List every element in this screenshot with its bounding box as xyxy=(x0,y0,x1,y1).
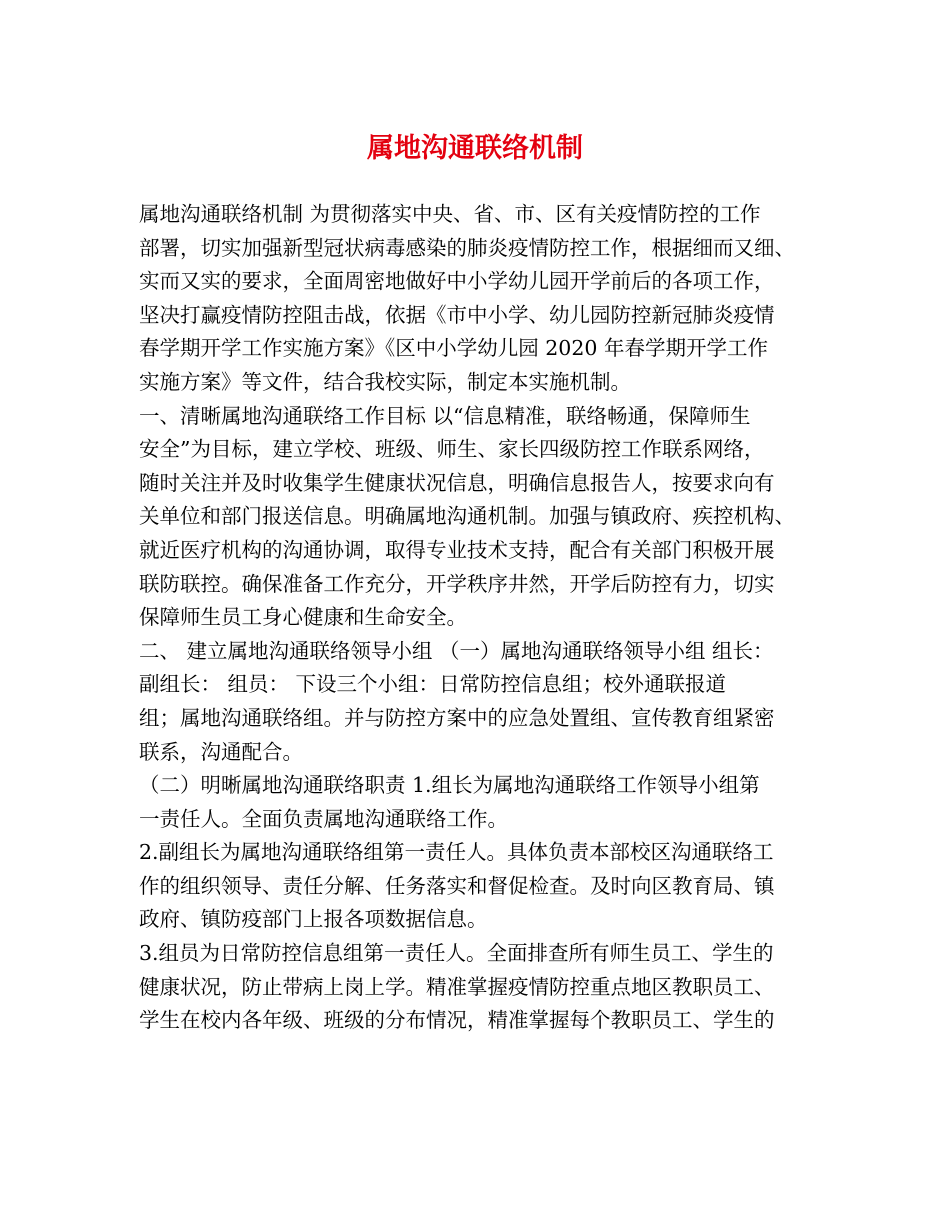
text-line: 实施方案》等文件，结合我校实际，制定本实施机制。 xyxy=(139,369,631,394)
text-line: 作的组织领导、责任分解、任务落实和督促检查。及时向区教育局、镇 xyxy=(139,873,775,898)
text-line: 一、清晰属地沟通联络工作目标 以“信息精准，联络畅通，保障师生 xyxy=(139,403,751,428)
text-line: 2.副组长为属地沟通联络组第一责任人。具体负责本部校区沟通联络工 xyxy=(139,840,774,865)
text-line: 关单位和部门报送信息。明确属地沟通机制。加强与镇政府、疾控机构、 xyxy=(139,504,795,529)
text-line: 一责任人。全面负责属地沟通联络工作。 xyxy=(139,806,508,831)
text-line: 组；属地沟通联络组。并与防控方案中的应急处置组、宣传教育组紧密 xyxy=(139,705,775,730)
text-line: 实而又实的要求，全面周密地做好中小学幼儿园开学前后的各项工作， xyxy=(139,269,775,294)
text-line: 联防联控。确保准备工作充分，开学秩序井然，开学后防控有力，切实 xyxy=(139,571,775,596)
text-line: 安全”为目标，建立学校、班级、师生、家长四级防控工作联系网络， xyxy=(139,437,765,462)
text-line: 坚决打赢疫情防控阻击战，依据《市中小学、幼儿园防控新冠肺炎疫情 xyxy=(139,302,775,327)
text-line: 联系，沟通配合。 xyxy=(139,739,303,764)
text-line: 部署，切实加强新型冠状病毒感染的肺炎疫情防控工作，根据细而又细、 xyxy=(139,235,795,260)
text-line: 随时关注并及时收集学生健康状况信息，明确信息报告人，按要求向有 xyxy=(139,470,775,495)
text-line: 保障师生员工身心健康和生命安全。 xyxy=(139,605,467,630)
text-line: 副组长： 组员： 下设三个小组：日常防控信息组；校外通联报道 xyxy=(139,672,727,697)
text-line: 就近医疗机构的沟通协调，取得专业技术支持，配合有关部门积极开展 xyxy=(139,537,775,562)
document-title: 属地沟通联络机制 xyxy=(367,133,583,164)
text-line: 政府、镇防疫部门上报各项数据信息。 xyxy=(139,907,488,932)
text-line: 属地沟通联络机制 为贯彻落实中央、省、市、区有关疫情防控的工作 xyxy=(139,202,761,226)
document-body xyxy=(139,198,829,1038)
text-line: 健康状况，防止带病上岗上学。精准掌握疫情防控重点地区教职员工、 xyxy=(139,974,775,999)
text-line: 春学期开学工作实施方案》《区中小学幼儿园 2020 年春学期开学工作 xyxy=(139,336,768,361)
text-line: （二）明晰属地沟通联络职责 1.组长为属地沟通联络工作领导小组第 xyxy=(139,773,760,798)
text-line: 3.组员为日常防控信息组第一责任人。全面排查所有师生员工、学生的 xyxy=(139,941,774,966)
text-line: 学生在校内各年级、班级的分布情况，精准掌握每个教职员工、学生的 xyxy=(139,1008,775,1033)
text-line: 二、 建立属地沟通联络领导小组 （一）属地沟通联络领导小组 组长： xyxy=(139,638,774,663)
